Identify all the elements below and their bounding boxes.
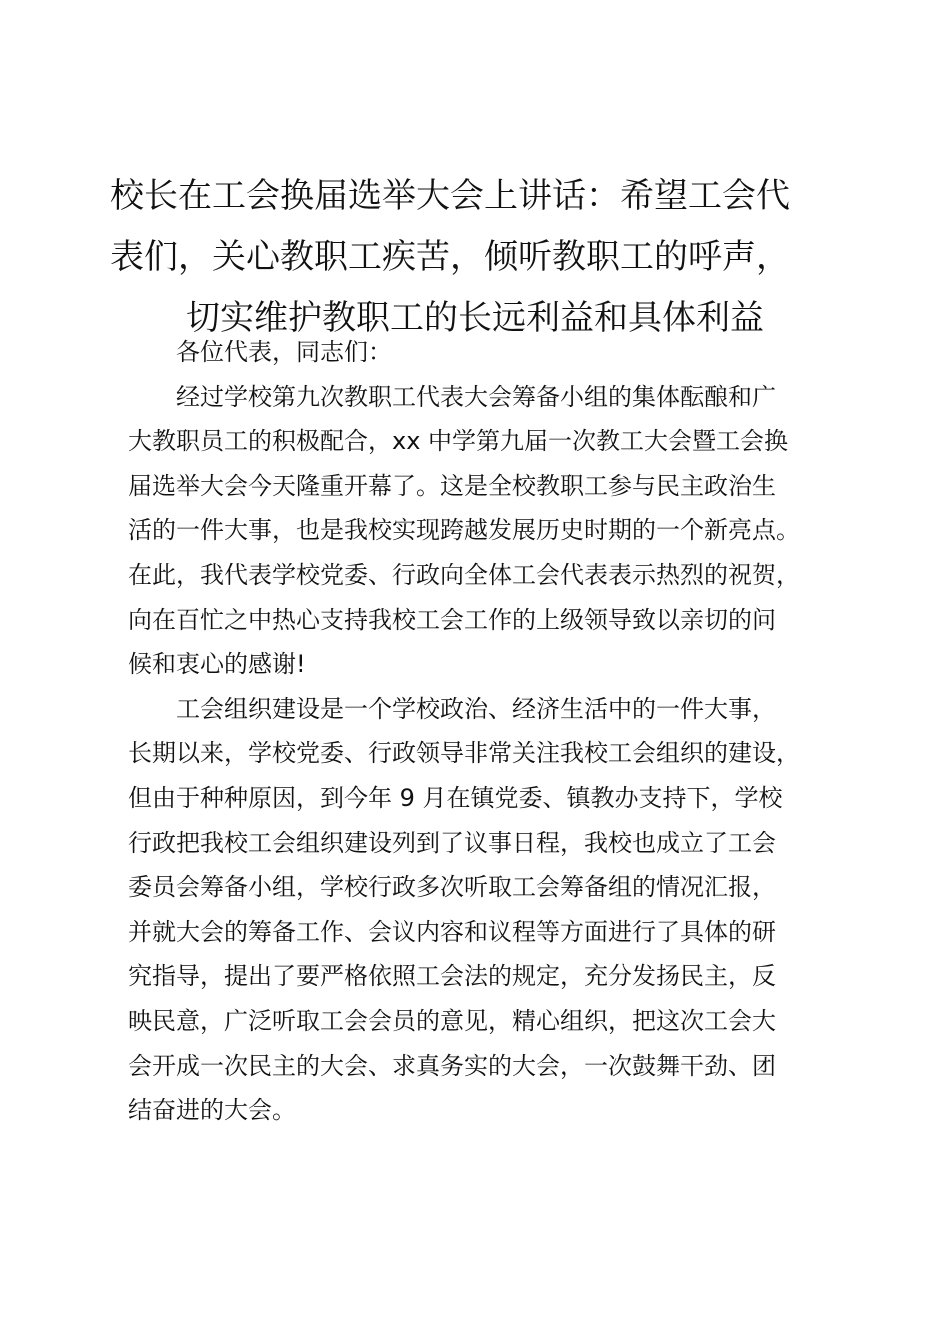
paragraph-line: 大教职员工的积极配合，xx 中学第九届一次教工大会暨工会换 [128, 427, 789, 456]
title-line: 切实维护教职工的长远利益和具体利益 [186, 298, 764, 338]
paragraph-line: 映民意，广泛听取工会会员的意见，精心组织，把这次工会大 [128, 1006, 776, 1035]
paragraph-line: 长期以来，学校党委、行政领导非常关注我校工会组织的建设， [128, 739, 800, 768]
paragraph-2 [128, 687, 840, 1133]
salutation: 各位代表，同志们： [176, 338, 392, 366]
paragraph-line: 经过学校第九次教职工代表大会筹备小组的集体酝酿和广 [176, 382, 776, 411]
paragraph-line: 行政把我校工会组织建设列到了议事日程，我校也成立了工会 [128, 828, 776, 857]
paragraph-line: 在此，我代表学校党委、行政向全体工会代表表示热烈的祝贺， [128, 560, 800, 589]
title-line: 表们，关心教职工疾苦，倾听教职工的呼声， [110, 237, 790, 277]
paragraph-line: 活的一件大事，也是我校实现跨越发展历史时期的一个新亮点。 [128, 516, 800, 545]
title-line: 校长在工会换届选举大会上讲话：希望工会代 [110, 176, 790, 216]
document-body [128, 330, 840, 1133]
paragraph-line: 工会组织建设是一个学校政治、经济生活中的一件大事， [176, 694, 776, 723]
paragraph-line: 届选举大会今天隆重开幕了。这是全校教职工参与民主政治生 [128, 471, 776, 500]
paragraph-line: 并就大会的筹备工作、会议内容和议程等方面进行了具体的研 [128, 917, 776, 946]
paragraph-line: 究指导，提出了要严格依照工会法的规定，充分发扬民主，反 [128, 962, 776, 991]
paragraph-line: 但由于种种原因，到今年 9 月在镇党委、镇教办支持下，学校 [128, 783, 783, 812]
document-title [110, 166, 840, 349]
paragraph-line: 会开成一次民主的大会、求真务实的大会，一次鼓舞干劲、团 [128, 1051, 776, 1080]
paragraph-1 [128, 375, 840, 687]
paragraph-line: 结奋进的大会。 [128, 1096, 296, 1125]
paragraph-line: 向在百忙之中热心支持我校工会工作的上级领导致以亲切的问 [128, 605, 776, 634]
paragraph-line: 委员会筹备小组，学校行政多次听取工会筹备组的情况汇报， [128, 873, 776, 902]
paragraph-line: 候和衷心的感谢! [128, 650, 306, 679]
